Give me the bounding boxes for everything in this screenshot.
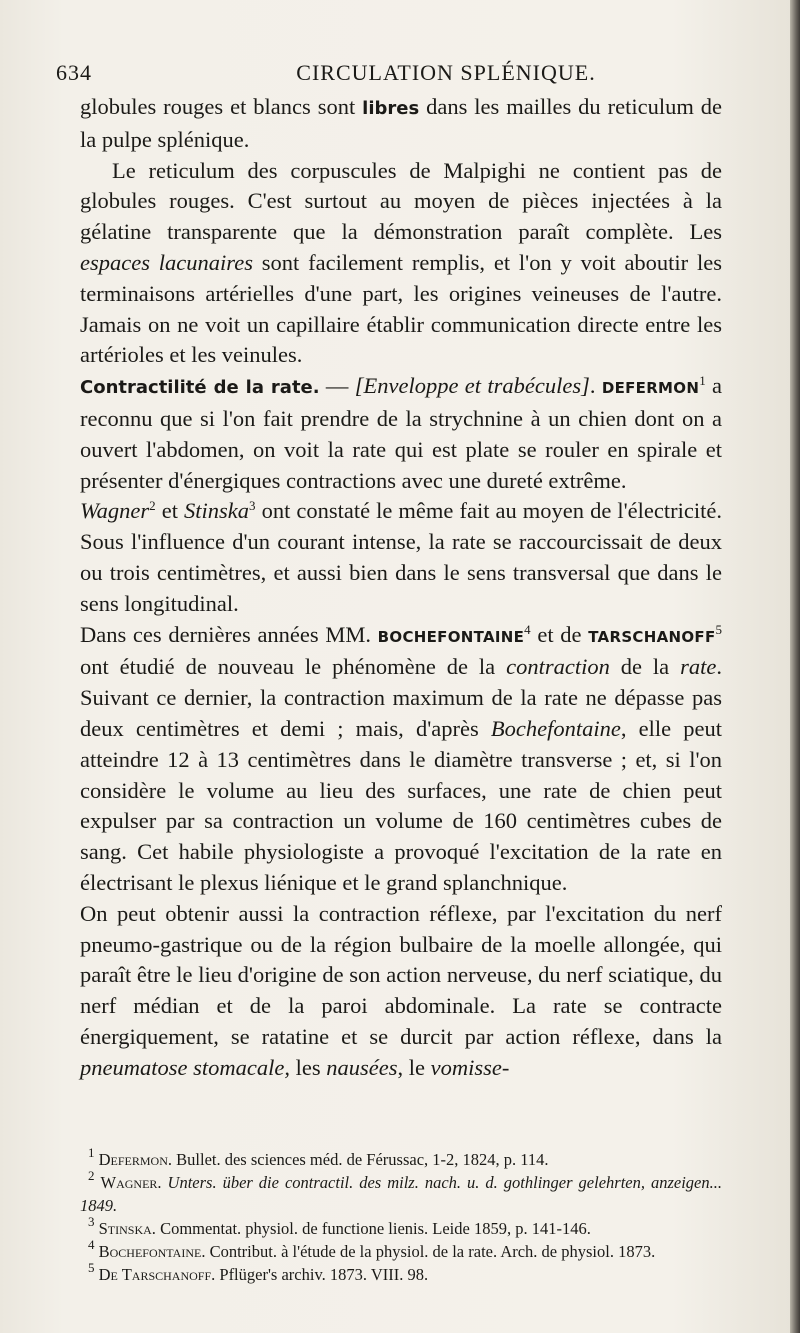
text-run: . Suivant ce dernier, la contraction maximum de la rate ne dépasse pas deux centimètres et demi ; mais, d'après — [80, 654, 722, 741]
footnote-author: De Tarschanoff. — [98, 1265, 216, 1284]
running-header — [56, 56, 736, 92]
footnote-ref: 3 — [249, 498, 256, 514]
footnote-ref: 4 — [524, 621, 531, 637]
author-name: Wagner — [80, 498, 150, 524]
footnote-number: 4 — [88, 1237, 95, 1252]
text-run: , elle peut atteindre 12 à 13 centimètres dans le diamètre transverse ; et, si l'on considère le volume au lieu des surfaces, une rate de chien peut expulser par sa contraction un volume de 160 centimètres cubes de sang. Cet habile physiologiste a provoqué l'excitation de la rate en électrisant le plexus liénique et le grand splanchnique. — [80, 715, 723, 895]
text-run: ont constaté le même fait au moyen de l'électricité. Sous l'influence d'un courant intense, la rate se raccourcissait de deux ou trois centimètres, et aussi bien dans le sens transversal que dans le sens longitudinal. — [80, 498, 722, 616]
paragraph-4 — [80, 496, 722, 619]
footnote-ref: 5 — [715, 621, 722, 637]
italic-term: pneumatose stomacale, — [80, 1054, 290, 1080]
footnote-ref: 2 — [149, 498, 156, 514]
body-text — [80, 92, 722, 1084]
author-name: TARSCHANOFF — [588, 627, 716, 646]
footnote-number: 3 — [88, 1214, 95, 1229]
text-run: — — [319, 373, 355, 399]
footnote — [80, 1237, 722, 1263]
paragraph-5 — [80, 620, 722, 899]
italic-term: nausées — [326, 1054, 398, 1080]
text-run: Le reticulum des corpuscules de Malpighi ne contient pas de globules rouges. C'est surtout au moyen de pièces injectées à la gélatine transparente que la démonstration paraît complète. Les — [80, 157, 722, 245]
author-name: BOCHEFONTAINE — [377, 627, 525, 646]
text-run: et de — [530, 621, 589, 647]
text-run: a reconnu que si l'on fait prendre de la strychnine à un chien dont on a ouvert l'abdomen, on voit la rate qui est plate se rouler en spirale et présenter d'énergiques contractions avec une dureté extrême. — [80, 373, 723, 493]
footnote-author: Bochefontaine. — [98, 1242, 206, 1261]
footnote-number: 1 — [88, 1145, 95, 1160]
italic-term: vomisse- — [430, 1054, 510, 1080]
footnote-number: 5 — [88, 1260, 95, 1275]
italic-term: rate — [680, 654, 717, 680]
paragraph-6 — [80, 899, 722, 1084]
footnote-text: Contribut. à l'étude de la physiol. de la rate. Arch. de physiol. 1873. — [205, 1242, 656, 1261]
footnote-number: 2 — [88, 1168, 95, 1183]
footnote — [80, 1145, 722, 1171]
text-run: les — [289, 1054, 327, 1080]
text-run: On peut obtenir aussi la contraction réflexe, par l'excitation du nerf pneumo-gastrique ou de la région bulbaire de la moelle allongée, qui paraît être le lieu d'origine de son action nerveuse, du nerf sciatique, du nerf médian et de la paroi abdominale. La rate se contracte énergiquement, se ratatine et se durcit par action réflexe, dans la — [80, 900, 722, 1049]
footnote-text: Unters. über die contractil. des milz. nach. u. d. gothlinger gelehrten, anzeigen... 1849. — [80, 1173, 722, 1215]
footnote-ref: 1 — [699, 373, 706, 389]
text-run: , le — [397, 1054, 431, 1080]
text-run: sont facilement remplis, et l'on y voit aboutir les terminaisons artérielles d'une part, les origines veineuses de l'autre. Jamais on ne voit un capillaire établir communication directe entre les artérioles et les veinules. — [80, 249, 722, 368]
text-run: et — [155, 498, 185, 524]
footnote — [80, 1168, 722, 1217]
text-run: Dans ces dernières années MM. — [80, 621, 378, 647]
italic-term: espaces lacunaires — [80, 249, 253, 275]
footnote — [80, 1214, 722, 1240]
author-name: Stinska — [184, 498, 250, 524]
section-heading: Contractilité de la rate. — [80, 377, 320, 399]
italic-term: contraction — [506, 654, 610, 680]
footnote-author: Defermon. — [98, 1150, 173, 1169]
text-run: dans les mailles du reticulum de la pulpe splénique. — [80, 94, 722, 152]
page-number: 634 — [56, 60, 92, 85]
paragraph-1 — [80, 92, 722, 156]
page-edge-shadow — [790, 0, 800, 1333]
footnote-text: Bullet. des sciences méd. de Férussac, 1-2, 1824, p. 114. — [172, 1150, 549, 1169]
footnote-author: Stinska. — [98, 1219, 156, 1238]
footnotes — [80, 1145, 722, 1286]
italic-term: [Enveloppe et trabécules] — [354, 373, 590, 399]
text-run: ont étudié de nouveau le phénomène de la — [80, 654, 507, 680]
bold-term: libres — [362, 98, 420, 119]
text-run: de la — [609, 654, 681, 680]
text-run: globules rouges et blancs sont — [80, 94, 363, 119]
author-name: DEFERMON — [601, 379, 700, 398]
author-name: Bochefontaine — [490, 715, 621, 741]
paragraph-3: Contractilité de la rate. — [Enveloppe et trabécules]. DEFERMON$^1$ a reconnu que si l'on fait prendre de la strychnine à un chien dont on a ouvert l'abdomen, on voit la rate qui est plate se rouler en spirale et présenter d'énergiques contractions avec une dureté extrême. — [80, 373, 723, 493]
footnote-text: Pflüger's archiv. 1873. VIII. 98. — [215, 1265, 429, 1284]
paragraph-2 — [80, 156, 722, 372]
footnote-text: Commentat. physiol. de functione lienis. Leide 1859, p. 141-146. — [155, 1219, 591, 1238]
running-title: CIRCULATION SPLÉNIQUE. — [296, 60, 596, 85]
footnote-author: Wagner. — [100, 1173, 162, 1192]
footnote — [80, 1260, 722, 1286]
